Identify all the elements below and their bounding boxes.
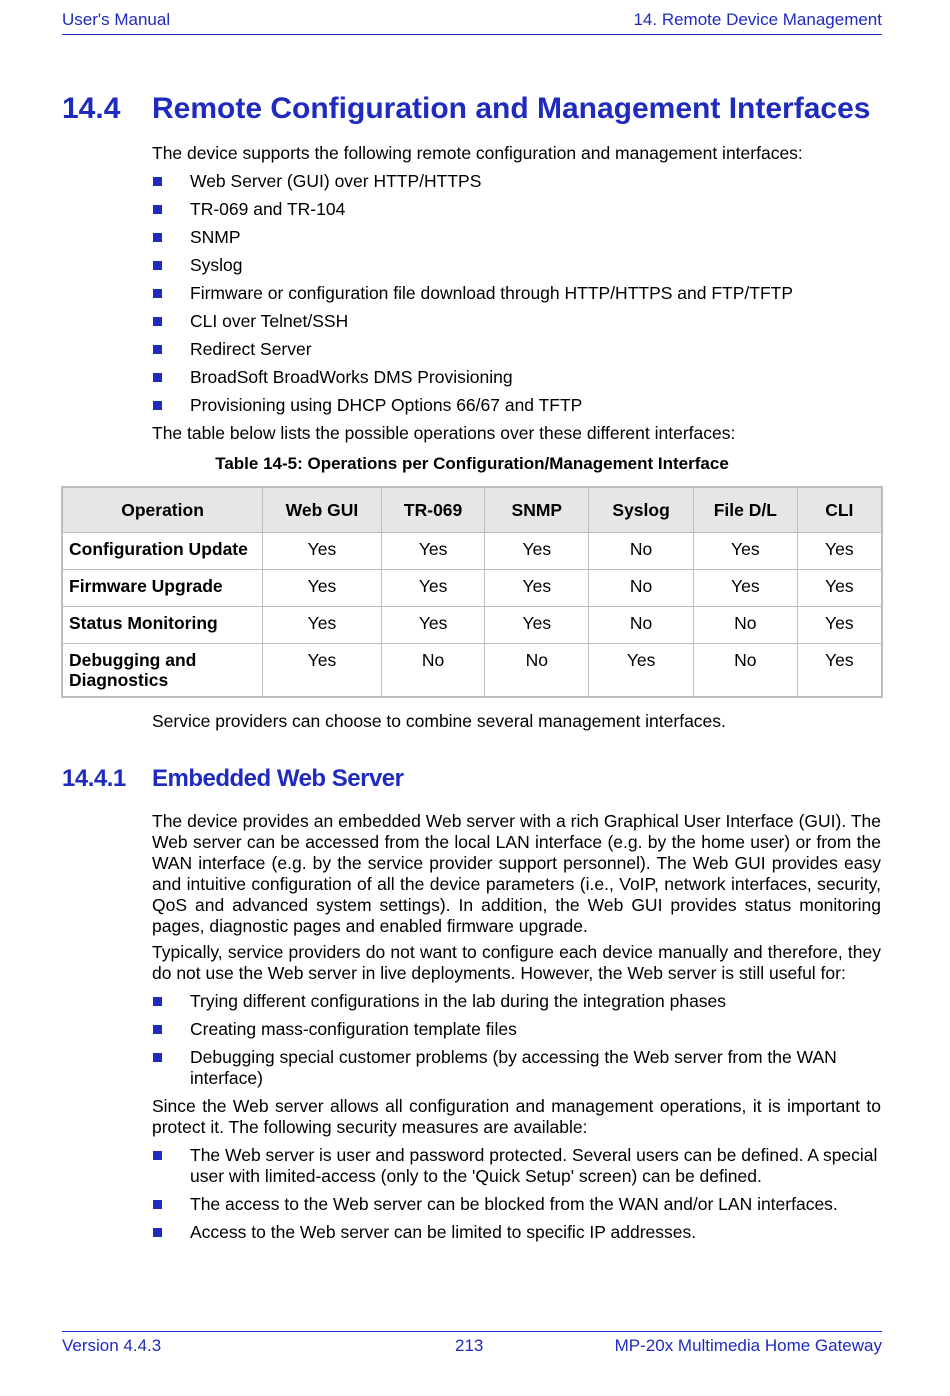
table-cell: Yes [797, 607, 882, 644]
bullet-square-icon [153, 1053, 162, 1062]
bullet-square-icon [153, 177, 162, 186]
bullet-square-icon [153, 317, 162, 326]
list-item: Web Server (GUI) over HTTP/HTTPS [152, 171, 881, 192]
after-table-text: Service providers can choose to combine several management interfaces. [152, 711, 726, 731]
table-cell: No [693, 644, 797, 698]
subsection-heading [62, 765, 403, 793]
table-cell: No [589, 607, 694, 644]
table-cell: No [485, 644, 589, 698]
table-cell: Yes [693, 533, 797, 570]
operation-cell: Firmware Upgrade [62, 570, 263, 607]
paragraph: The device provides an embedded Web server with a rich Graphical User Interface (GUI). The Web server can be accessed from the local LAN interface (e.g. by the home user) or from the WAN interface (e.g. by the service provider support personnel). The Web GUI provides easy and intuitive configuration of all the device parameters (i.e., VoIP, network interfaces, security, QoS and advanced system settings). In addition, the Web GUI provides status monitoring pages, diagnostic pages and enabled firmware upgrade. [152, 811, 881, 936]
security-list [152, 1145, 881, 1243]
table-cell: Yes [263, 607, 382, 644]
page-number: 213 [455, 1336, 484, 1355]
list-item: BroadSoft BroadWorks DMS Provisioning [152, 367, 881, 388]
column-header: CLI [797, 487, 882, 533]
bullet-square-icon [153, 289, 162, 298]
page-footer [62, 1331, 882, 1358]
list-item: Syslog [152, 255, 881, 276]
table-cell: Yes [263, 533, 382, 570]
table-cell: Yes [485, 570, 589, 607]
list-item: Access to the Web server can be limited to specific IP addresses. [152, 1222, 881, 1243]
bullet-square-icon [153, 261, 162, 270]
table-row [62, 533, 882, 570]
section-title: Remote Configuration and Management Interfaces [152, 92, 871, 125]
list-item: Redirect Server [152, 339, 881, 360]
table-cell: No [589, 533, 694, 570]
section-heading [62, 92, 870, 126]
table-cell: Yes [485, 533, 589, 570]
bullet-square-icon [153, 345, 162, 354]
bullet-square-icon [153, 233, 162, 242]
section-number: 14.4 [62, 92, 121, 125]
table-cell: Yes [797, 570, 882, 607]
paragraph: Since the Web server allows all configuration and management operations, it is important to protect it. The following security measures are available: [152, 1096, 881, 1137]
operation-cell: Status Monitoring [62, 607, 263, 644]
bullet-square-icon [153, 401, 162, 410]
table-cell: Yes [381, 570, 485, 607]
table-caption: Table 14-5: Operations per Configuration/Management Interface [215, 454, 729, 473]
uses-list [152, 991, 881, 1089]
list-item: Trying different configurations in the lab during the integration phases [152, 991, 881, 1012]
column-header: Web GUI [263, 487, 382, 533]
operations-table [61, 486, 883, 698]
footer-product: MP-20x Multimedia Home Gateway [614, 1336, 882, 1355]
bullet-square-icon [153, 1151, 162, 1160]
table-row [62, 607, 882, 644]
bullet-square-icon [153, 1025, 162, 1034]
table-header-row [62, 487, 882, 533]
table-cell: Yes [381, 533, 485, 570]
column-header: Syslog [589, 487, 694, 533]
header-chapter-title: 14. Remote Device Management [633, 10, 882, 29]
header-manual-title: User's Manual [62, 10, 171, 29]
operation-cell: Debugging and Diagnostics [62, 644, 263, 698]
table-cell: Yes [485, 607, 589, 644]
operation-cell: Configuration Update [62, 533, 263, 570]
section-intro: The device supports the following remote configuration and management interfaces: [152, 143, 803, 163]
list-item: Debugging special customer problems (by accessing the Web server from the WAN interface) [152, 1047, 881, 1089]
table-cell: Yes [263, 644, 382, 698]
bullet-square-icon [153, 205, 162, 214]
list-item: The Web server is user and password protected. Several users can be defined. A special user with limited-access (only to the 'Quick Setup' screen) can be defined. [152, 1145, 881, 1187]
table-row [62, 570, 882, 607]
page-header [62, 8, 882, 35]
section-intro-block [152, 143, 881, 444]
table-cell: Yes [797, 644, 882, 698]
table-cell: Yes [381, 607, 485, 644]
list-item: The access to the Web server can be blocked from the WAN and/or LAN interfaces. [152, 1194, 881, 1215]
footer-version: Version 4.4.3 [62, 1336, 162, 1355]
table-cell: No [381, 644, 485, 698]
table-cell: No [693, 607, 797, 644]
list-item: Creating mass-configuration template files [152, 1019, 881, 1040]
table-cell: Yes [797, 533, 882, 570]
paragraph: Typically, service providers do not want to configure each device manually and therefore, they do not use the Web server in live deployments. However, the Web server is still useful for: [152, 942, 881, 983]
list-item: TR-069 and TR-104 [152, 199, 881, 220]
list-item: Provisioning using DHCP Options 66/67 and TFTP [152, 395, 881, 416]
subsection-number: 14.4.1 [62, 765, 126, 792]
column-header: TR-069 [381, 487, 485, 533]
list-item: SNMP [152, 227, 881, 248]
bullet-square-icon [153, 1228, 162, 1237]
table-cell: Yes [693, 570, 797, 607]
column-header: File D/L [693, 487, 797, 533]
column-header: Operation [62, 487, 263, 533]
interfaces-list [152, 171, 881, 416]
table-cell: Yes [263, 570, 382, 607]
table-intro: The table below lists the possible operations over these different interfaces: [152, 423, 736, 443]
list-item: Firmware or configuration file download through HTTP/HTTPS and FTP/TFTP [152, 283, 881, 304]
list-item: CLI over Telnet/SSH [152, 311, 881, 332]
column-header: SNMP [485, 487, 589, 533]
table-cell: No [589, 570, 694, 607]
table-cell: Yes [589, 644, 694, 698]
subsection-title: Embedded Web Server [152, 765, 404, 792]
web-server-block [152, 811, 881, 1250]
table-row [62, 644, 882, 698]
bullet-square-icon [153, 1200, 162, 1209]
bullet-square-icon [153, 373, 162, 382]
bullet-square-icon [153, 997, 162, 1006]
